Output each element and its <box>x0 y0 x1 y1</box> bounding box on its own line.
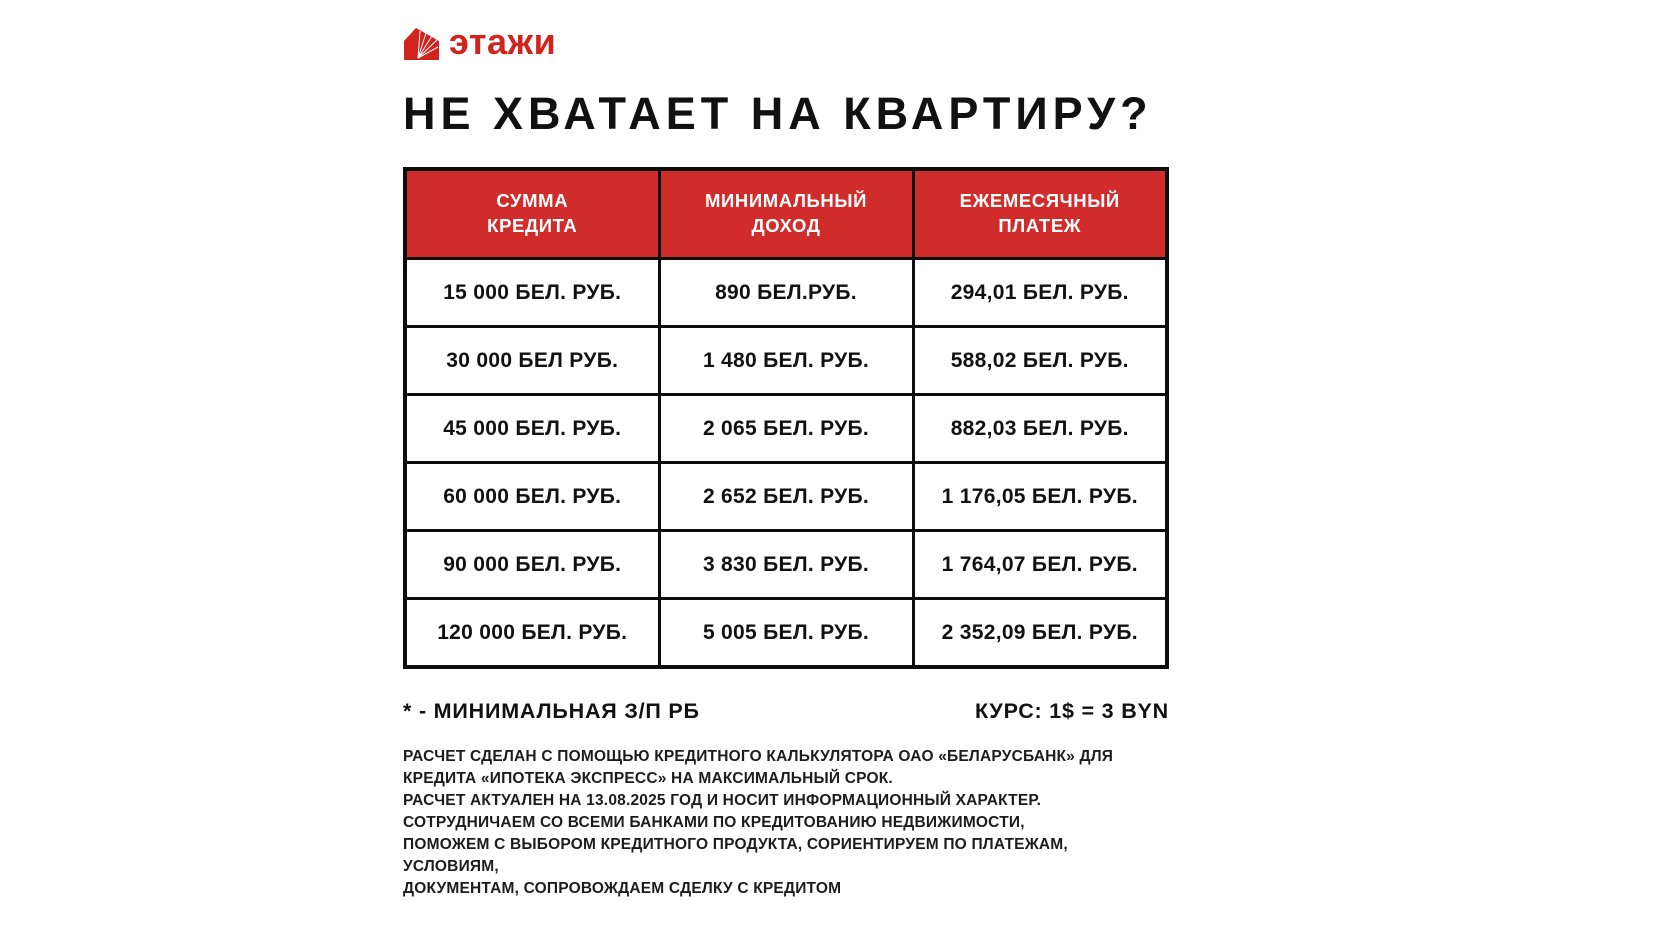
logo <box>403 21 1169 64</box>
disclaimer-line: КРЕДИТА «ИПОТЕКА ЭКСПРЕСС» НА МАКСИМАЛЬНЫЙ СРОК. <box>403 770 893 788</box>
table-row <box>405 599 1167 668</box>
table-row <box>405 259 1167 327</box>
disclaimer-line: СОТРУДНИЧАЕМ СО ВСЕМИ БАНКАМИ ПО КРЕДИТОВАНИЮ НЕДВИЖИМОСТИ, <box>403 814 1025 832</box>
cell-min-income: 3 830 БЕЛ. РУБ. <box>659 531 913 599</box>
cell-credit-sum: 30 000 БЕЛ РУБ. <box>405 327 659 395</box>
header-line: СУММА <box>496 190 569 212</box>
header-line: ЕЖЕМЕСЯЧНЫЙ <box>959 190 1120 212</box>
table-row <box>405 327 1167 395</box>
header-line: МИНИМАЛЬНЫЙ <box>704 190 867 212</box>
page-title: НЕ ХВАТАЕТ НА КВАРТИРУ? <box>403 88 1153 139</box>
footnote-row <box>403 699 1169 724</box>
disclaimer-line: ДОКУМЕНТАМ, СОПРОВОЖДАЕМ СДЕЛКУ С КРЕДИТОМ <box>403 880 842 898</box>
header-line: ПЛАТЕЖ <box>998 215 1082 237</box>
cell-credit-sum: 120 000 БЕЛ. РУБ. <box>405 599 659 668</box>
brand-name: этажи <box>449 21 557 62</box>
cell-min-income: 1 480 БЕЛ. РУБ. <box>659 327 913 395</box>
table-row <box>405 463 1167 531</box>
exchange-rate: КУРС: 1$ = 3 BYN <box>974 699 1169 724</box>
cell-credit-sum: 60 000 БЕЛ. РУБ. <box>405 463 659 531</box>
cell-min-income: 2 065 БЕЛ. РУБ. <box>659 395 913 463</box>
disclaimer-line: УСЛОВИЯМ, <box>403 858 499 876</box>
credit-table <box>403 167 1169 669</box>
header-min-income <box>659 169 913 259</box>
table-header-row <box>405 169 1167 259</box>
table-row <box>405 531 1167 599</box>
header-monthly-payment <box>913 169 1167 259</box>
disclaimer-line: РАСЧЕТ СДЕЛАН С ПОМОЩЬЮ КРЕДИТНОГО КАЛЬКУЛЯТОРА ОАО «БЕЛАРУСБАНК» ДЛЯ <box>403 748 1114 766</box>
cell-min-income: 2 652 БЕЛ. РУБ. <box>659 463 913 531</box>
cell-monthly-payment: 2 352,09 БЕЛ. РУБ. <box>913 599 1167 668</box>
cell-credit-sum: 45 000 БЕЛ. РУБ. <box>405 395 659 463</box>
header-line: ДОХОД <box>751 215 821 237</box>
house-icon <box>403 27 440 61</box>
cell-monthly-payment: 294,01 БЕЛ. РУБ. <box>913 259 1167 327</box>
table-row <box>405 395 1167 463</box>
footnote-min-salary: * - МИНИМАЛЬНАЯ З/П РБ <box>403 699 700 724</box>
cell-min-income: 5 005 БЕЛ. РУБ. <box>659 599 913 668</box>
header-credit-sum <box>405 169 659 259</box>
cell-monthly-payment: 1 176,05 БЕЛ. РУБ. <box>913 463 1167 531</box>
disclaimer-line: РАСЧЕТ АКТУАЛЕН НА 13.08.2025 ГОД И НОСИТ ИНФОРМАЦИОННЫЙ ХАРАКТЕР. <box>403 792 1042 810</box>
cell-monthly-payment: 882,03 БЕЛ. РУБ. <box>913 395 1167 463</box>
cell-monthly-payment: 1 764,07 БЕЛ. РУБ. <box>913 531 1167 599</box>
cell-credit-sum: 15 000 БЕЛ. РУБ. <box>405 259 659 327</box>
cell-monthly-payment: 588,02 БЕЛ. РУБ. <box>913 327 1167 395</box>
header-line: КРЕДИТА <box>487 215 578 237</box>
disclaimer-line: ПОМОЖЕМ С ВЫБОРОМ КРЕДИТНОГО ПРОДУКТА, СОРИЕНТИРУЕМ ПО ПЛАТЕЖАМ, <box>403 836 1068 854</box>
content-column <box>403 21 1169 900</box>
cell-min-income: 890 БЕЛ.РУБ. <box>659 259 913 327</box>
disclaimer <box>403 746 1169 900</box>
cell-credit-sum: 90 000 БЕЛ. РУБ. <box>405 531 659 599</box>
